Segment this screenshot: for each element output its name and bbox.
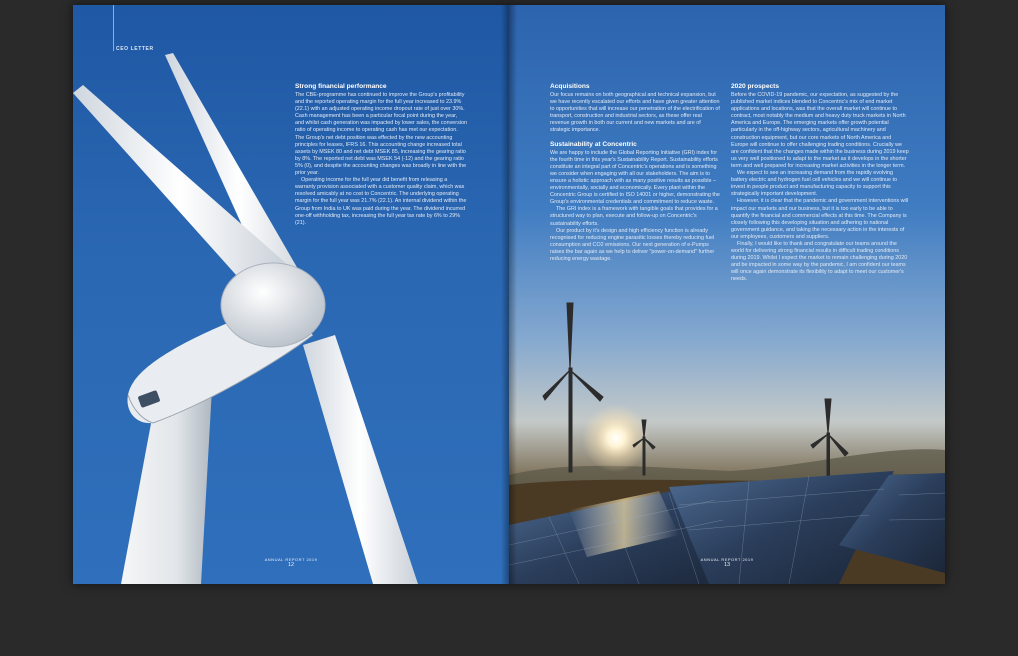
paragraph: However, it is clear that the pandemic and government interventions will impact our markets and our business, but it is too early to be able to quantify the financial and commercial effects at this time. The Company is closely following this developing situation and adhering to national government guidance, and taking the necessary action in the interests of our employees, customers and suppliers. <box>731 198 909 240</box>
page-gutter <box>501 5 517 584</box>
section-rule <box>113 5 114 51</box>
heading-2020-prospects: 2020 prospects <box>731 83 780 90</box>
right-text-column-1 <box>550 83 722 263</box>
brochure-spread <box>73 5 945 584</box>
right-text-column-2 <box>731 83 909 284</box>
page-number: 12 <box>287 562 295 568</box>
paragraph: Finally, I would like to thank and congratulate our teams around the world for delivering strong financial results in difficult trading conditions during 2019. Whilst I expect the market to remain challenging during 2020 and be impacted in some way by the pandemic, I am confident our teams will once again demonstrate its flexibility to adapt to meet our customer's needs. <box>731 240 908 283</box>
heading-sustainability: Sustainability at Concentric <box>550 140 637 148</box>
left-page <box>73 5 509 584</box>
heading-acquisitions: Acquisitions <box>550 83 590 90</box>
paragraph: The CBE-programme has continued to improve the Group's profitability and the reported operating margin for the full year increased to 23.9% (22.1) with an adjusted operating income dropout rate of just over 30%. Cash management has been a particular focal point during the year, and whilst cash generation was impacted by lower sales, the conversion ratio of operating income to operating cash has met our expectation. The Group's net debt position was effected by the new accounting principles for leases, IFRS 16. This accounting change increased total assets by MSEK 80 and net debt MSEK 85, increasing the gearing ratio by 8%. The reported net debt was MSEK 54 (-12) and the gearing ratio 5% (0), and despite the accounting changes was broadly in line with the prior year. <box>295 92 467 177</box>
paragraph: Our focus remains on both geographical and technical expansion, but we have recently escalated our efforts and have given greater attention to opportunities that will increase our penetration of the electrification of transport, construction and industrial sectors, as these offer real revenue growth in both our current and new markets and are of strategic importance. <box>550 92 720 134</box>
folio-right <box>697 557 757 568</box>
heading-financial-performance: Strong financial performance <box>295 83 387 90</box>
folio-left <box>261 557 321 568</box>
section-tag: CEO LETTER <box>116 46 154 52</box>
folio-report-label: ANNUAL REPORT 2019 <box>700 557 754 562</box>
left-text-column <box>295 83 467 227</box>
paragraph: We are happy to include the Global Reporting Initiative (GRI) index for the fourth time in this year's Sustainability Report. Sustainability efforts constitute an integral part of Concentric's operations and is something we consider when engaging with all our stakeholders. The aim is to ensure a holistic approach with as many positive results as possible – environmentally, socially and economically. Every plant within the Concentric Group is certified to ISO 14001 or higher, demonstrating the Group's environmental credentials and commitment to reduce waste. <box>550 149 720 206</box>
page-number: 13 <box>723 562 731 568</box>
paragraph: Before the COVID-19 pandemic, our expectation, as suggested by the published market indices blended to Concentric's mix of end market applications and locations, was that the overall market will continue to contract, most notably the medium and heavy duty truck markets in North America and Europe. The emerging markets offer growth potential particularly in the off-highway sectors, agricultural machinery and construction equipment, but our core markets of North America and Europe will continue to offer challenging trading conditions. Crucially we are confident that the changes made within the business during 2019 keep us very well positioned to adapt to the market as it develops in the shorter term and well prepared for increasing market activities in the longer term. <box>731 92 909 169</box>
right-page <box>509 5 945 584</box>
paragraph: Operating income for the full year did benefit from releasing a warranty provision associated with a customer quality claim, which was resolved amicably at no cost to Concentric. The underlying operating margin for the full year was 21.7% (22.1). An internal dividend within the Group from India to UK was paid during the year. The dividend incurred one-off withholding tax, increasing the full year tax rate by 6% to 29% (21). <box>295 177 467 226</box>
folio-report-label: ANNUAL REPORT 2019 <box>264 557 318 562</box>
paragraph: Our product by it's design and high efficiency function is already recognised for reducing engine parasitic losses thereby reducing fuel consumption and CO2 emissions. Our next generation of e-Pumps raises the bar again as we help to deliver "power-on-demand" further reducing energy wastage. <box>550 227 715 262</box>
paragraph: The GRI index is a framework with tangible goals that provides for a structured way to plan, execute and follow-up on Concentric's sustainability efforts. <box>550 206 718 227</box>
paragraph: We expect to see an increasing demand from the rapidly evolving battery electric and hydrogen fuel cell vehicles and we will continue to invest in people product and manufacturing capacity to support this strategically important development. <box>731 170 898 198</box>
